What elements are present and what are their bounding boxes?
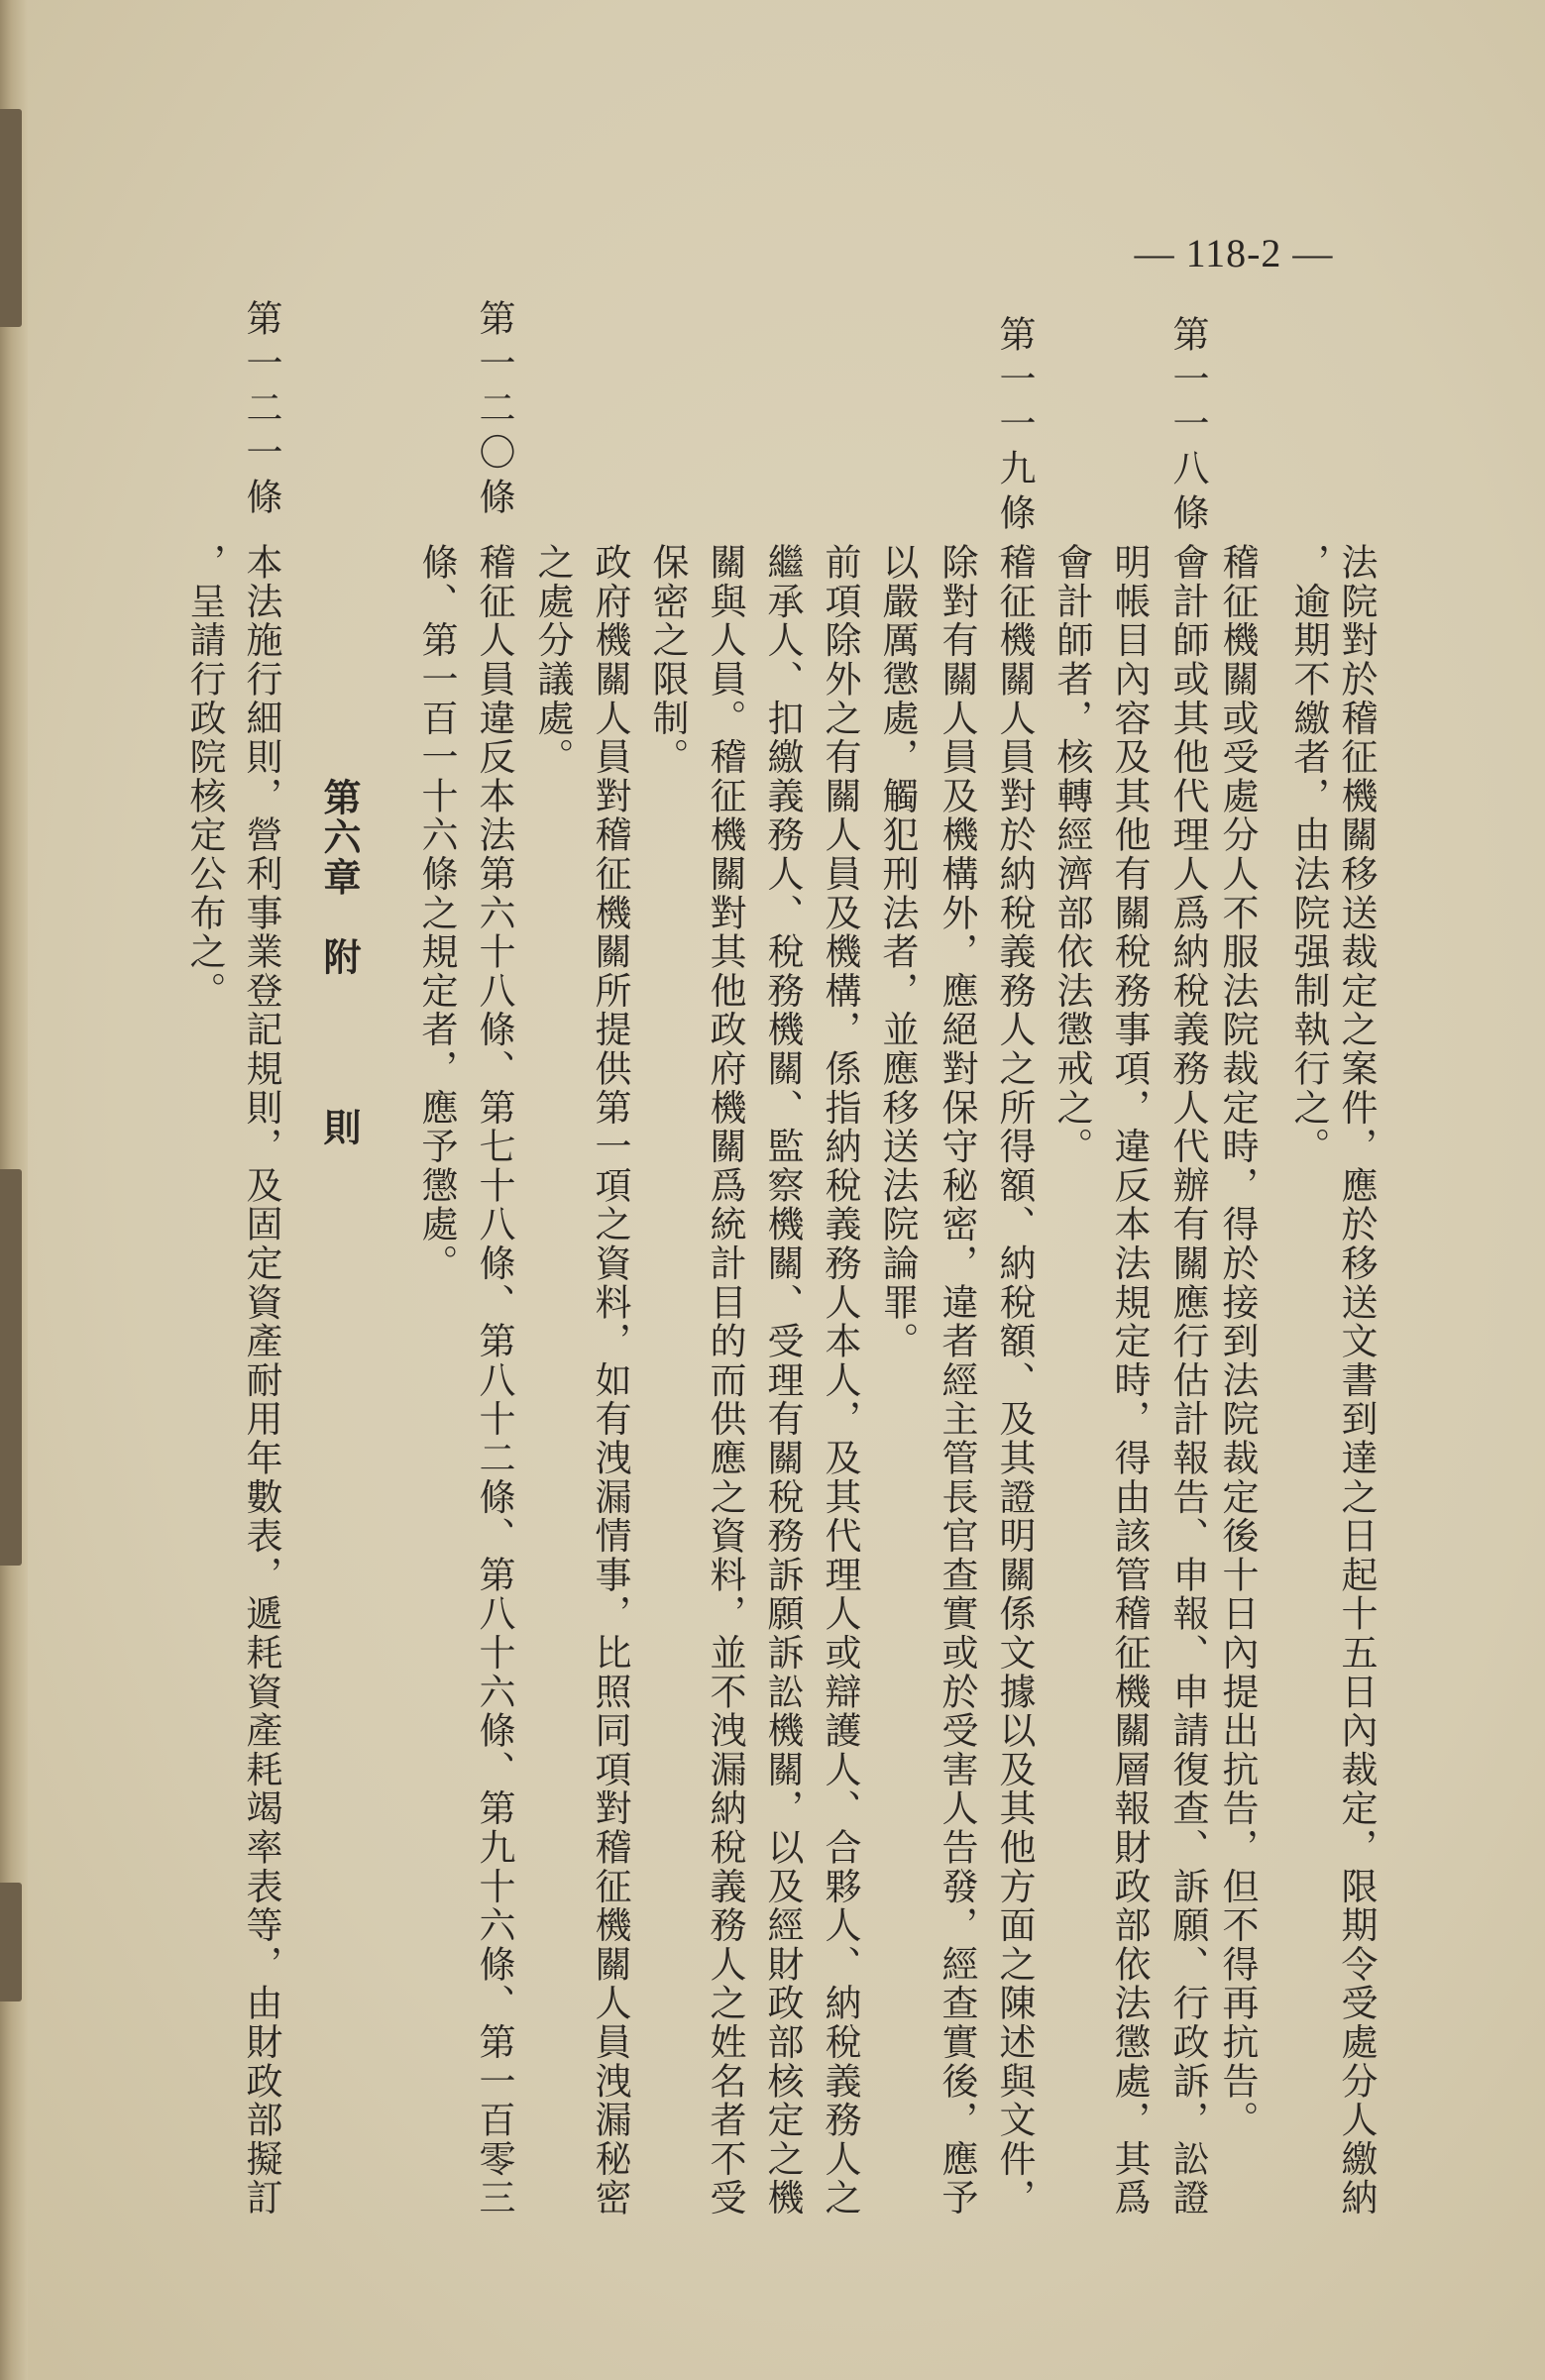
- article-119-label: 第一一九條: [993, 315, 1036, 538]
- chapter-title-last: 則: [317, 1108, 362, 1148]
- article-120-line-1: 稽征人員違反本法第六十八條、第七十八條、第八十二條、第八十六條、第九十六條、第一百零三: [473, 543, 515, 2218]
- article-118-line-1: 稽征機關或受處分人不服法院裁定時，得於接到法院裁定後十日內提出抗告，但不得再抗告。: [1216, 543, 1259, 2140]
- binding-mark: [0, 109, 22, 327]
- article-121-label: 第一二一條: [240, 299, 282, 522]
- article-121-line-1: 本法施行細則，營利事業登記規則，及固定資產耐用年數表，遞耗資產耗竭率表等，由財政部擬訂: [240, 543, 282, 2218]
- article-120-line-2: 條、第一百一十六條之規定者，應予懲處。: [415, 543, 458, 1283]
- article-119-line-9: 之處分議處。: [531, 543, 574, 777]
- article-119-line-6: 關與人員。稽征機關對其他政府機關爲統計目的而供應之資料，並不洩漏納稅義務人之姓名者不受: [704, 543, 746, 2218]
- chapter-title-first: 第六章 附: [317, 778, 362, 978]
- article-119-line-7: 保密之限制。: [646, 543, 689, 777]
- article-118-line-3: 明帳目內容及其他有關稅務事項，違反本法規定時，得由該管稽征機關層報財政部依法懲處，其爲: [1108, 543, 1151, 2218]
- article-118-label: 第一一八條: [1166, 315, 1209, 538]
- article-121-line-2: ，呈請行政院核定公布之。: [183, 543, 226, 1011]
- continuation-line-2: ，逾期不繳者，由法院强制執行之。: [1287, 543, 1330, 1166]
- article-119-line-8: 政府機關人員對稽征機關所提供第一項之資料，如有洩漏情事，比照同項對稽征機關人員洩漏秘密: [589, 543, 631, 2218]
- article-120-label: 第一二〇條: [473, 299, 515, 522]
- article-119-line-1: 稽征機關人員對於納稅義務人之所得額、納稅額、及其證明關係文據以及其他方面之陳述與文件，: [993, 543, 1036, 2218]
- article-118-line-4: 會計師者，核轉經濟部依法懲戒之。: [1050, 543, 1093, 1166]
- binding-mark: [0, 1169, 22, 1566]
- article-119-line-4: 前項除外之有關人員及機構，係指納稅義務人本人，及其代理人或辯護人、合夥人、納稅義務人之: [819, 543, 861, 2218]
- continuation-line-1: 法院對於稽征機關移送裁定之案件，應於移送文書到達之日起十五日內裁定，限期令受處分人繳納: [1335, 543, 1378, 2218]
- article-119-line-5: 繼承人、扣繳義務人、稅務機關、監察機關、受理有關稅務訴願訴訟機關，以及經財政部核定之機: [761, 543, 804, 2218]
- binding-mark: [0, 1883, 22, 2001]
- article-118-line-2: 會計師或其他代理人爲納稅義務人代辦有關應行估計報告、申報、申請復查、訴願、行政訴，訟證: [1166, 543, 1209, 2218]
- article-119-line-2: 除對有關人員及機構外，應絕對保守秘密，違者經主管長官查實或於受害人告發，經查實後，應予: [936, 543, 978, 2218]
- article-119-line-3: 以嚴厲懲處，觸犯刑法者，並應移送法院論罪。: [876, 543, 919, 1361]
- page-number: — 118-2 —: [1134, 231, 1334, 275]
